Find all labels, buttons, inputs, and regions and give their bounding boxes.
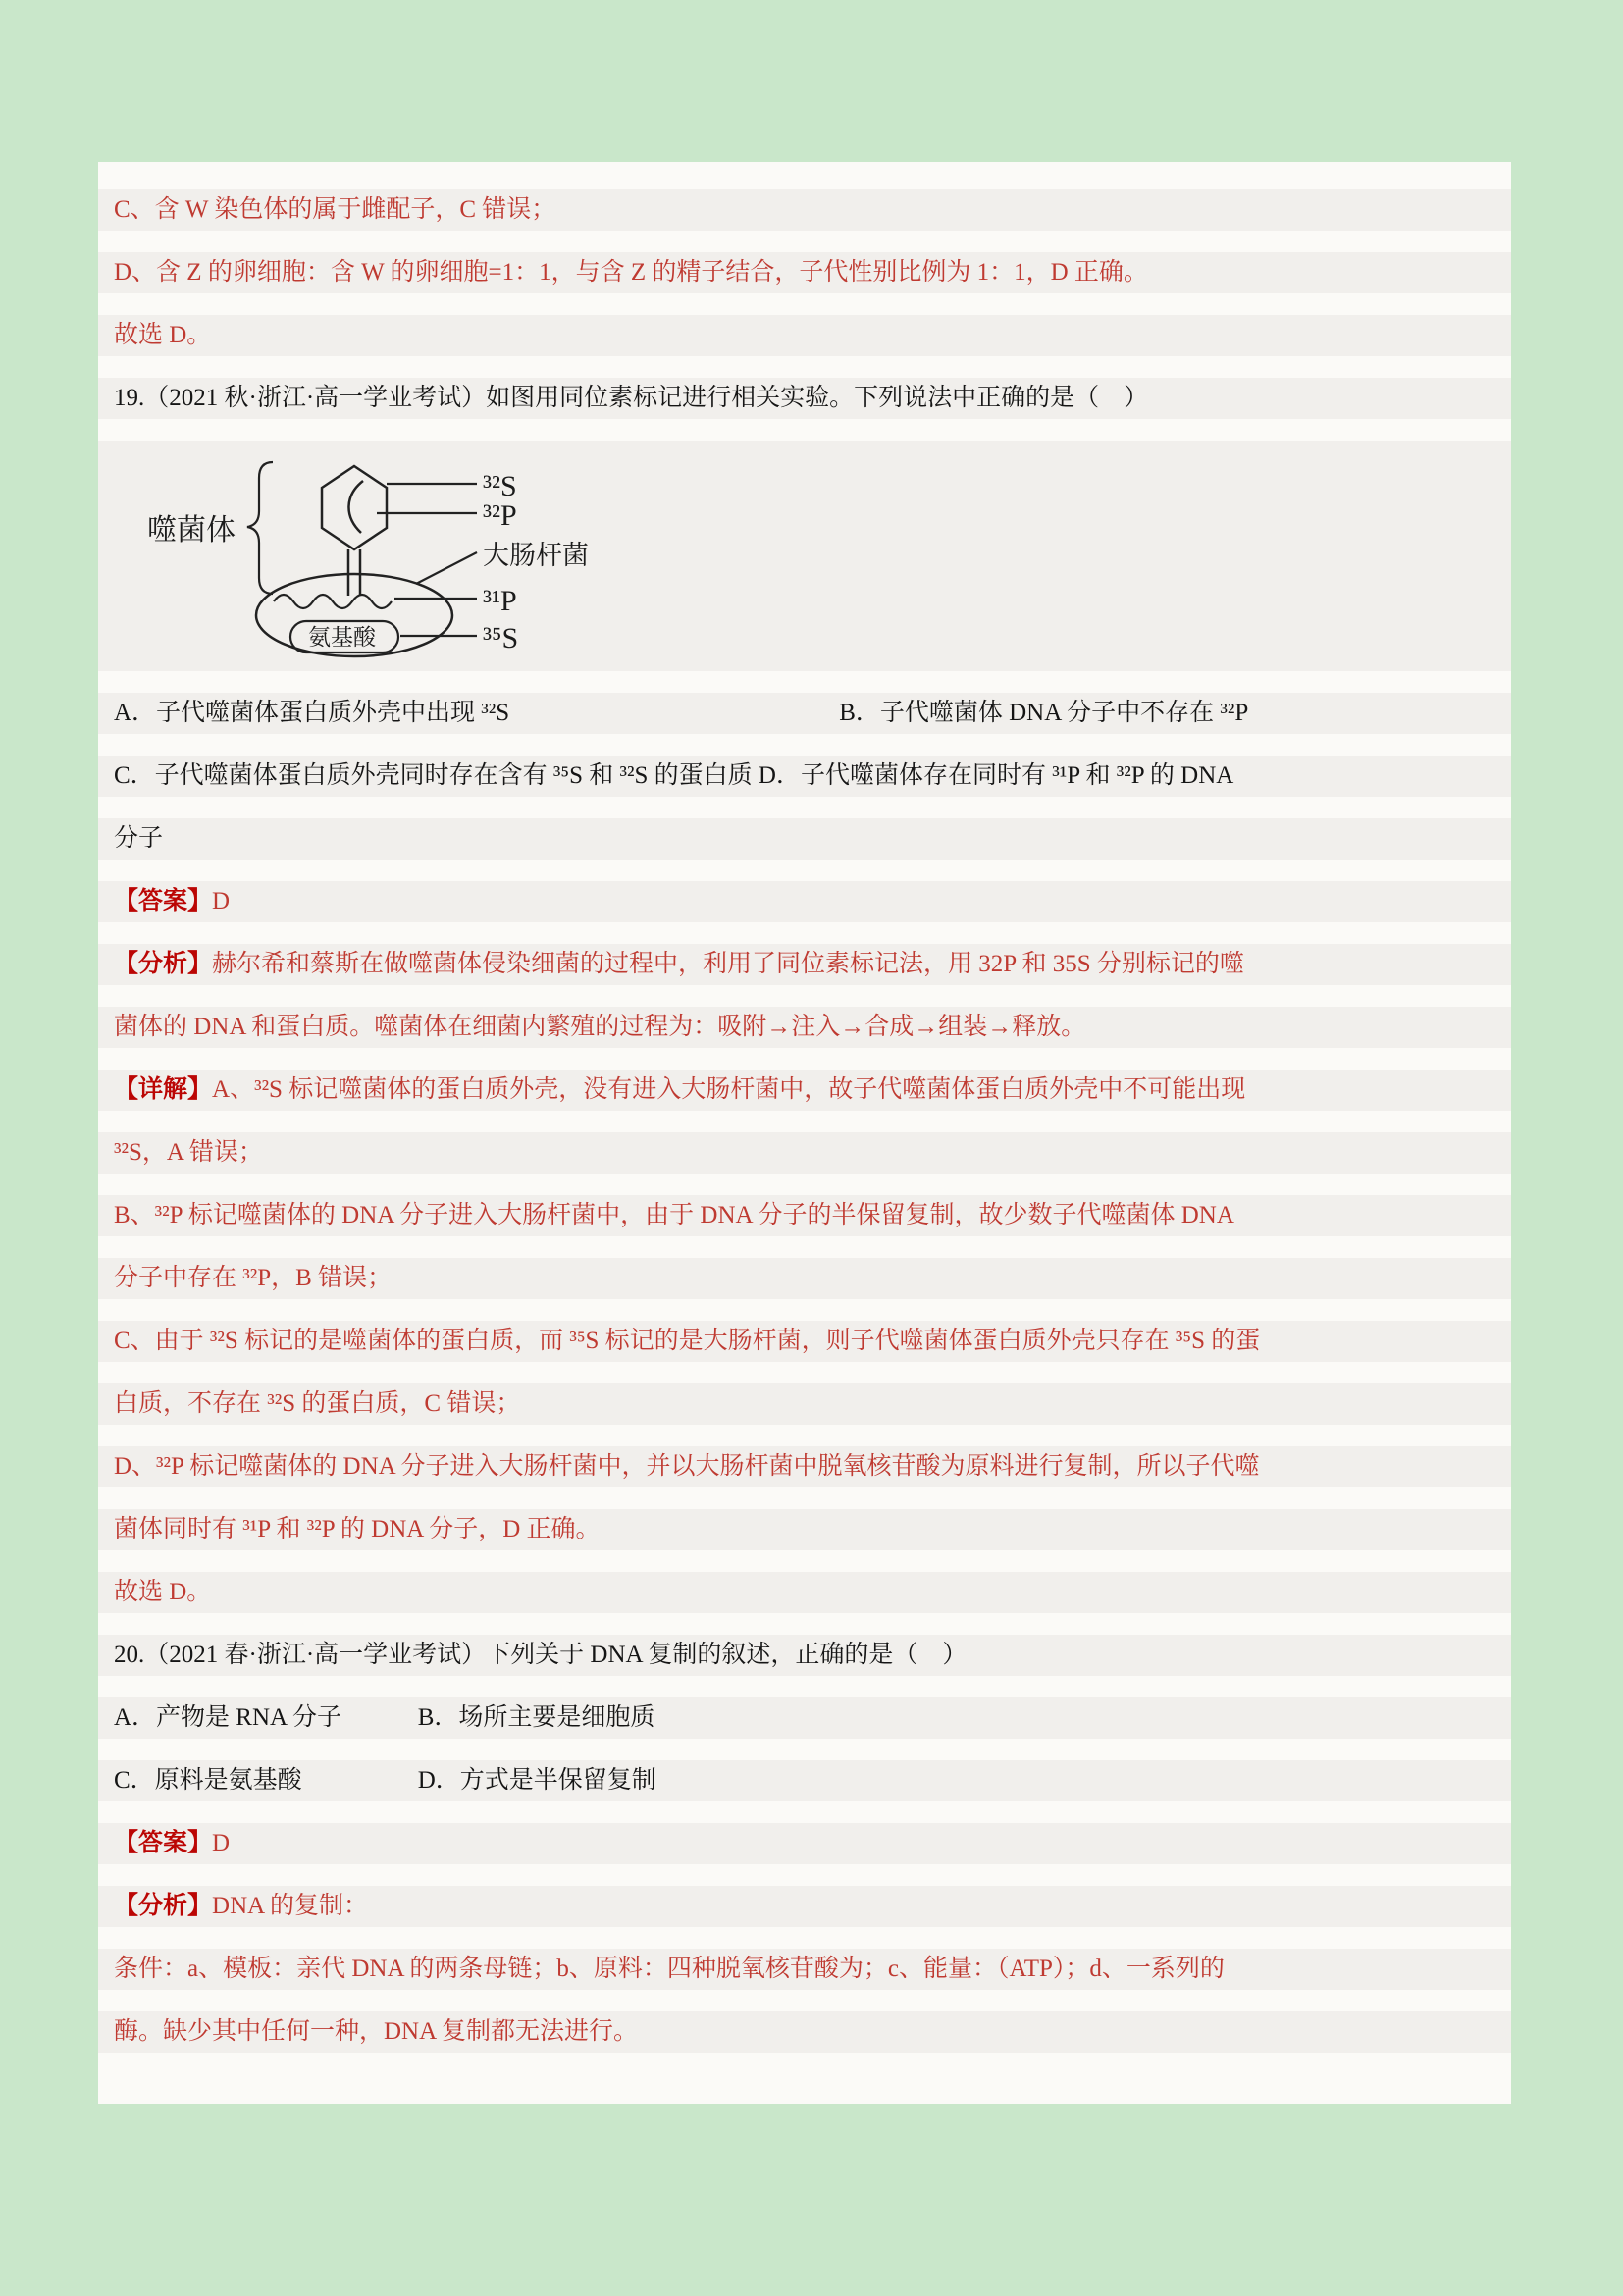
- line-text: 20.（2021 春·浙江·高一学业考试）下列关于 DNA 复制的叙述，正确的是（ ）: [114, 1642, 968, 1668]
- line-text: 赫尔希和蔡斯在做噬菌体侵染细菌的过程中，利用了同位素标记法，用 32P 和 35S 分别标记的噬: [212, 951, 1244, 977]
- phage-diagram-svg: [143, 446, 614, 660]
- q20-options-row-ab: [98, 1697, 1511, 1739]
- q19-answer-line: [98, 881, 1511, 922]
- line-text: 19.（2021 秋·浙江·高一学业考试）如图用同位素标记进行相关实验。下列说法中正确的是（ ）: [114, 385, 1149, 411]
- chosen-answer-line-18: [98, 315, 1511, 356]
- bacterium-dna-wave: [274, 595, 392, 608]
- isotope-label-32s: ³²S: [483, 470, 517, 502]
- q20-analysis-line-2: [98, 1949, 1511, 1990]
- explanation-line-c18: [98, 189, 1511, 231]
- line-text: 酶。缺少其中任何一种，DNA 复制都无法进行。: [114, 2018, 639, 2045]
- q19-detail-line-d2: [98, 1509, 1511, 1550]
- ecoli-label: 大肠杆菌: [483, 541, 589, 570]
- question-19-title: [98, 378, 1511, 419]
- q20-answer-line: [98, 1823, 1511, 1864]
- answer-tag: 【答案】: [114, 888, 213, 914]
- explanation-line-d18: [98, 252, 1511, 293]
- q19-options-line-cd: [98, 756, 1511, 797]
- line-text: 故选 D。: [114, 322, 212, 348]
- isotope-label-31p: ³¹P: [483, 585, 517, 617]
- phage-experiment-diagram: [98, 441, 1511, 671]
- line-text: B、³²P 标记噬菌体的 DNA 分子进入大肠杆菌中，由于 DNA 分子的半保留复制，故少数子代噬菌体 DNA: [114, 1202, 1234, 1228]
- option-a: A．产物是 RNA 分子: [114, 1704, 341, 1731]
- q19-chosen-answer-line: [98, 1572, 1511, 1613]
- isotope-label-35s: ³⁵S: [483, 622, 519, 654]
- line-text: D、³²P 标记噬菌体的 DNA 分子进入大肠杆菌中，并以大肠杆菌中脱氧核苷酸为原料进行复制，所以子代噬: [114, 1453, 1260, 1480]
- phage-label: 噬菌体: [147, 514, 236, 547]
- q19-detail-line-b2: [98, 1258, 1511, 1299]
- q20-analysis-line-3: [98, 2011, 1511, 2053]
- q19-options-row-ab: [98, 693, 1511, 734]
- amino-acid-label: 氨基酸: [308, 625, 376, 650]
- option-d: D．方式是半保留复制: [417, 1767, 656, 1794]
- line-text: DNA 的复制：: [212, 1893, 369, 1919]
- line-text: 白质，不存在 ³²S 的蛋白质，C 错误；: [114, 1390, 521, 1417]
- line-text: 菌体同时有 ³¹P 和 ³²P 的 DNA 分子，D 正确。: [114, 1516, 601, 1542]
- analysis-tag: 【分析】: [114, 951, 213, 977]
- line-text: 条件：a、模板：亲代 DNA 的两条母链；b、原料：四种脱氧核苷酸为；c、能量：（ATP）；d、一系列的: [114, 1956, 1225, 1982]
- q19-analysis-line-1: [98, 944, 1511, 985]
- answer-value: D: [212, 1830, 231, 1856]
- line-text: ³²S，A 错误；: [114, 1139, 263, 1166]
- option-a: A．子代噬菌体蛋白质外壳中出现 ³²S: [114, 700, 510, 726]
- line-text: C、由于 ³²S 标记的是噬菌体的蛋白质，而 ³⁵S 标记的是大肠杆菌，则子代噬菌体蛋白质外壳只存在 ³⁵S 的蛋: [114, 1328, 1261, 1354]
- line-text: C．子代噬菌体蛋白质外壳同时存在含有 ³⁵S 和 ³²S 的蛋白质 D．子代噬菌体存在同时有 ³¹P 和 ³²P 的 DNA: [114, 762, 1234, 789]
- phage-head: [322, 466, 387, 549]
- callout-line-ecoli: [416, 552, 477, 584]
- line-text: A、³²S 标记噬菌体的蛋白质外壳，没有进入大肠杆菌中，故子代噬菌体蛋白质外壳中不可能出现: [212, 1076, 1246, 1103]
- q20-analysis-line-1: [98, 1886, 1511, 1927]
- document-page: [98, 162, 1511, 2104]
- q19-option-d-continuation: [98, 818, 1511, 860]
- line-text: 菌体的 DNA 和蛋白质。噬菌体在细菌内繁殖的过程为：吸附→注入→合成→组装→释放。: [114, 1014, 1086, 1040]
- q19-detail-line-c: [98, 1321, 1511, 1362]
- line-text: D、含 Z 的卵细胞：含 W 的卵细胞=1：1，与含 Z 的精子结合，子代性别比例为 1：1，D 正确。: [114, 259, 1148, 286]
- question-20-title: [98, 1635, 1511, 1676]
- detail-tag: 【详解】: [114, 1076, 213, 1103]
- q19-detail-line-c2: [98, 1383, 1511, 1425]
- line-text: C、含 W 染色体的属于雌配子，C 错误；: [114, 196, 556, 223]
- brace-icon: [247, 462, 273, 594]
- q19-detail-line-d: [98, 1446, 1511, 1487]
- line-text: 分子: [114, 825, 164, 852]
- option-b: B．子代噬菌体 DNA 分子中不存在 ³²P: [839, 700, 1249, 726]
- line-text: 故选 D。: [114, 1579, 212, 1605]
- option-c: C．原料是氨基酸: [114, 1767, 302, 1794]
- analysis-tag: 【分析】: [114, 1893, 213, 1919]
- isotope-label-32p: ³²P: [483, 499, 517, 532]
- q19-detail-line-b: [98, 1195, 1511, 1236]
- answer-tag: 【答案】: [114, 1830, 213, 1856]
- answer-value: D: [212, 888, 231, 914]
- q20-options-row-cd: [98, 1760, 1511, 1801]
- line-text: 分子中存在 ³²P，B 错误；: [114, 1265, 393, 1291]
- q19-analysis-line-2: [98, 1007, 1511, 1048]
- q19-detail-line-a: [98, 1070, 1511, 1111]
- option-b: B．场所主要是细胞质: [417, 1704, 655, 1731]
- q19-detail-line-a2: [98, 1132, 1511, 1174]
- phage-dna-squiggle: [348, 481, 363, 533]
